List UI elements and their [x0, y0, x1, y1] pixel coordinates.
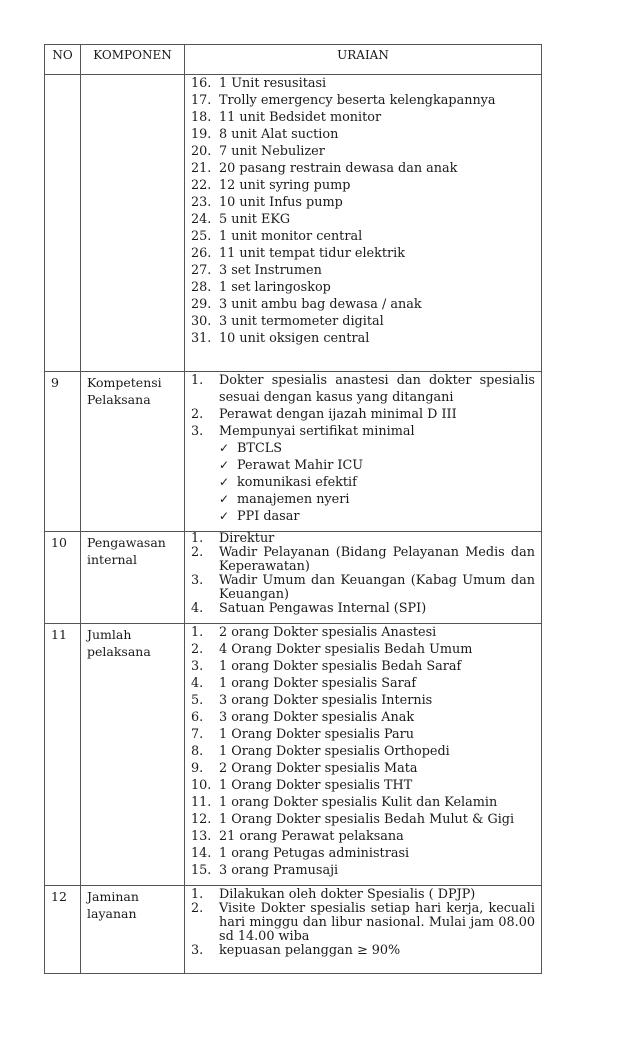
- list-item: 2. Perawat dengan ijazah minimal D III: [191, 407, 457, 422]
- row-no: 9: [45, 372, 81, 532]
- list-item: 22. 12 unit syring pump: [191, 178, 351, 193]
- list-item: 2. 4 Orang Dokter spesialis Bedah Umum: [191, 642, 473, 657]
- list-item: 15. 3 orang Pramusaji: [191, 863, 339, 878]
- row-no: 12: [45, 886, 81, 974]
- list-item: 25. 1 unit monitor central: [191, 229, 363, 244]
- list-item: 10. 1 Orang Dokter spesialis THT: [191, 778, 413, 793]
- list-item: 2. Wadir Pelayanan (Bidang Pelayanan Medis dan Keperawatan): [191, 545, 535, 574]
- row-uraian: [185, 624, 542, 886]
- list-item: 4. 1 orang Dokter spesialis Saraf: [191, 676, 417, 691]
- list-item: 24. 5 unit EKG: [191, 212, 291, 227]
- row-komponen: Pengawasan internal: [81, 532, 185, 624]
- list-item: 2. Visite Dokter spesialis setiap hari kerja, kecuali hari minggu dan libur nasional. Mulai jam 08.00 sd 14.00 wiba: [191, 901, 535, 944]
- list-item: 1. 2 orang Dokter spesialis Anastesi: [191, 625, 437, 640]
- list-item: 6. 3 orang Dokter spesialis Anak: [191, 710, 415, 725]
- row-uraian: [185, 532, 542, 624]
- list-item: 9. 2 Orang Dokter spesialis Mata: [191, 761, 418, 776]
- row-uraian: [185, 75, 542, 372]
- checkmark-icon: ✓: [219, 475, 230, 489]
- table-row-sarana-continued: [45, 75, 542, 372]
- checkmark-icon: ✓: [219, 509, 230, 523]
- row-no: 11: [45, 624, 81, 886]
- checkmark-icon: ✓: [219, 458, 230, 472]
- list-item: 21. 20 pasang restrain dewasa dan anak: [191, 161, 458, 176]
- list-item: 1. Dilakukan oleh dokter Spesialis ( DPJP): [191, 887, 476, 902]
- list-item: 3. kepuasan pelanggan ≥ 90%: [191, 943, 401, 958]
- header-komponen: KOMPONEN: [81, 45, 185, 75]
- table-row-kompetensi: [45, 372, 542, 532]
- table-row-jaminan: [45, 886, 542, 974]
- list-item: 26. 11 unit tempat tidur elektrik: [191, 246, 405, 261]
- list-item: 3. Mempunyai sertifikat minimal: [191, 424, 415, 439]
- list-item: 18. 11 unit Bedsidet monitor: [191, 110, 382, 125]
- list-item: 3. 1 orang Dokter spesialis Bedah Saraf: [191, 659, 462, 674]
- row-komponen: Jaminan layanan: [81, 886, 185, 974]
- list-item: 14. 1 orang Petugas administrasi: [191, 846, 410, 861]
- list-item: 29. 3 unit ambu bag dewasa / anak: [191, 297, 422, 312]
- list-item: 7. 1 Orang Dokter spesialis Paru: [191, 727, 415, 742]
- list-item: 11. 1 orang Dokter spesialis Kulit dan Kelamin: [191, 795, 498, 810]
- list-item: 5. 3 orang Dokter spesialis Internis: [191, 693, 433, 708]
- list-item: 28. 1 set laringoskop: [191, 280, 331, 295]
- row-komponen: Kompetensi Pelaksana: [81, 372, 185, 532]
- komponen-table: [44, 44, 542, 974]
- checklist-item: ✓ Perawat Mahir ICU: [219, 458, 364, 473]
- checklist-item: ✓ BTCLS: [219, 441, 282, 456]
- row-komponen: Jumlah pelaksana: [81, 624, 185, 886]
- header-no: NO: [45, 45, 81, 75]
- list-item: 4. Satuan Pengawas Internal (SPI): [191, 601, 427, 616]
- checklist-item: ✓ manajemen nyeri: [219, 492, 350, 507]
- row-no: [45, 75, 81, 372]
- checklist-item: ✓ PPI dasar: [219, 509, 300, 524]
- table-row-jumlah: [45, 624, 542, 886]
- list-item: 19. 8 unit Alat suction: [191, 127, 339, 142]
- table-row-pengawasan: [45, 532, 542, 624]
- list-item: 30. 3 unit termometer digital: [191, 314, 384, 329]
- list-item: 17. Trolly emergency beserta kelengkapannya: [191, 93, 496, 108]
- list-item: 1. Dokter spesialis anastesi dan dokter spesialis sesuai dengan kasus yang ditangani: [191, 373, 535, 405]
- list-item: 27. 3 set Instrumen: [191, 263, 322, 278]
- row-uraian: [185, 372, 542, 532]
- checklist-item: ✓ komunikasi efektif: [219, 475, 357, 490]
- list-item: 31. 10 unit oksigen central: [191, 331, 370, 346]
- row-no: 10: [45, 532, 81, 624]
- list-item: 12. 1 Orang Dokter spesialis Bedah Mulut & Gigi: [191, 812, 515, 827]
- header-uraian: URAIAN: [185, 45, 542, 75]
- list-item: 3. Wadir Umum dan Keuangan (Kabag Umum dan Keuangan): [191, 573, 535, 602]
- checkmark-icon: ✓: [219, 492, 230, 506]
- list-item: 13. 21 orang Perawat pelaksana: [191, 829, 404, 844]
- list-item: 23. 10 unit Infus pump: [191, 195, 343, 210]
- list-item: 20. 7 unit Nebulizer: [191, 144, 325, 159]
- checkmark-icon: ✓: [219, 441, 230, 455]
- list-item: 16. 1 Unit resusitasi: [191, 76, 327, 91]
- list-item: 1. Direktur: [191, 531, 275, 546]
- table-header-row: [45, 45, 542, 75]
- row-uraian: [185, 886, 542, 974]
- list-item: 8. 1 Orang Dokter spesialis Orthopedi: [191, 744, 450, 759]
- row-komponen: [81, 75, 185, 372]
